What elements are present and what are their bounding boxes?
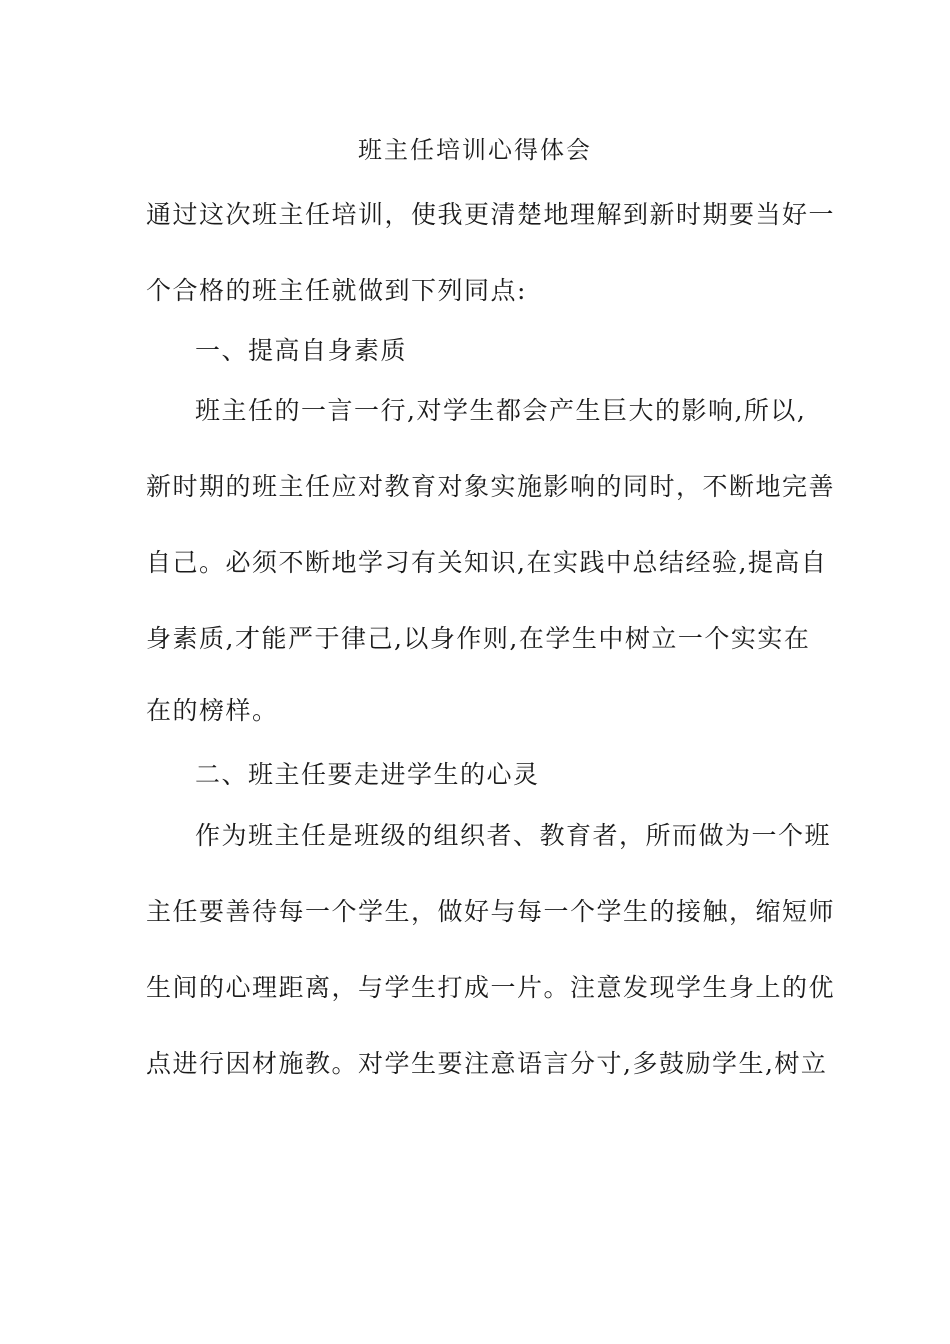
paragraph-line: 通过这次班主任培训，使我更清楚地理解到新时期要当好一 [146, 200, 836, 229]
paragraph-line: 在的榜样。 [146, 696, 279, 725]
paragraph-line: 点进行因材施教。对学生要注意语言分寸,多鼓励学生,树立 [146, 1049, 828, 1078]
paragraph-line: 班主任的一言一行,对学生都会产生巨大的影响,所以, [195, 396, 807, 425]
document-title: 班主任培训心得体会 [358, 136, 592, 164]
paragraph-line: 作为班主任是班级的组织者、教育者，所而做为一个班 [195, 821, 832, 850]
paragraph-line: 生间的心理距离，与学生打成一片。注意发现学生身上的优 [146, 973, 836, 1002]
paragraph-line: 主任要善待每一个学生，做好与每一个学生的接触，缩短师 [146, 897, 836, 926]
paragraph-line: 自己。必须不断地学习有关知识,在实践中总结经验,提高自 [146, 548, 828, 577]
paragraph-line: 新时期的班主任应对教育对象实施影响的同时，不断地完善 [146, 472, 836, 501]
section-heading: 一、提高自身素质 [195, 336, 408, 365]
paragraph-line: 身素质,才能严于律己,以身作则,在学生中树立一个实实在 [146, 624, 811, 653]
section-heading: 二、班主任要走进学生的心灵 [195, 760, 540, 789]
paragraph-line: 个合格的班主任就做到下列同点: [146, 276, 527, 305]
